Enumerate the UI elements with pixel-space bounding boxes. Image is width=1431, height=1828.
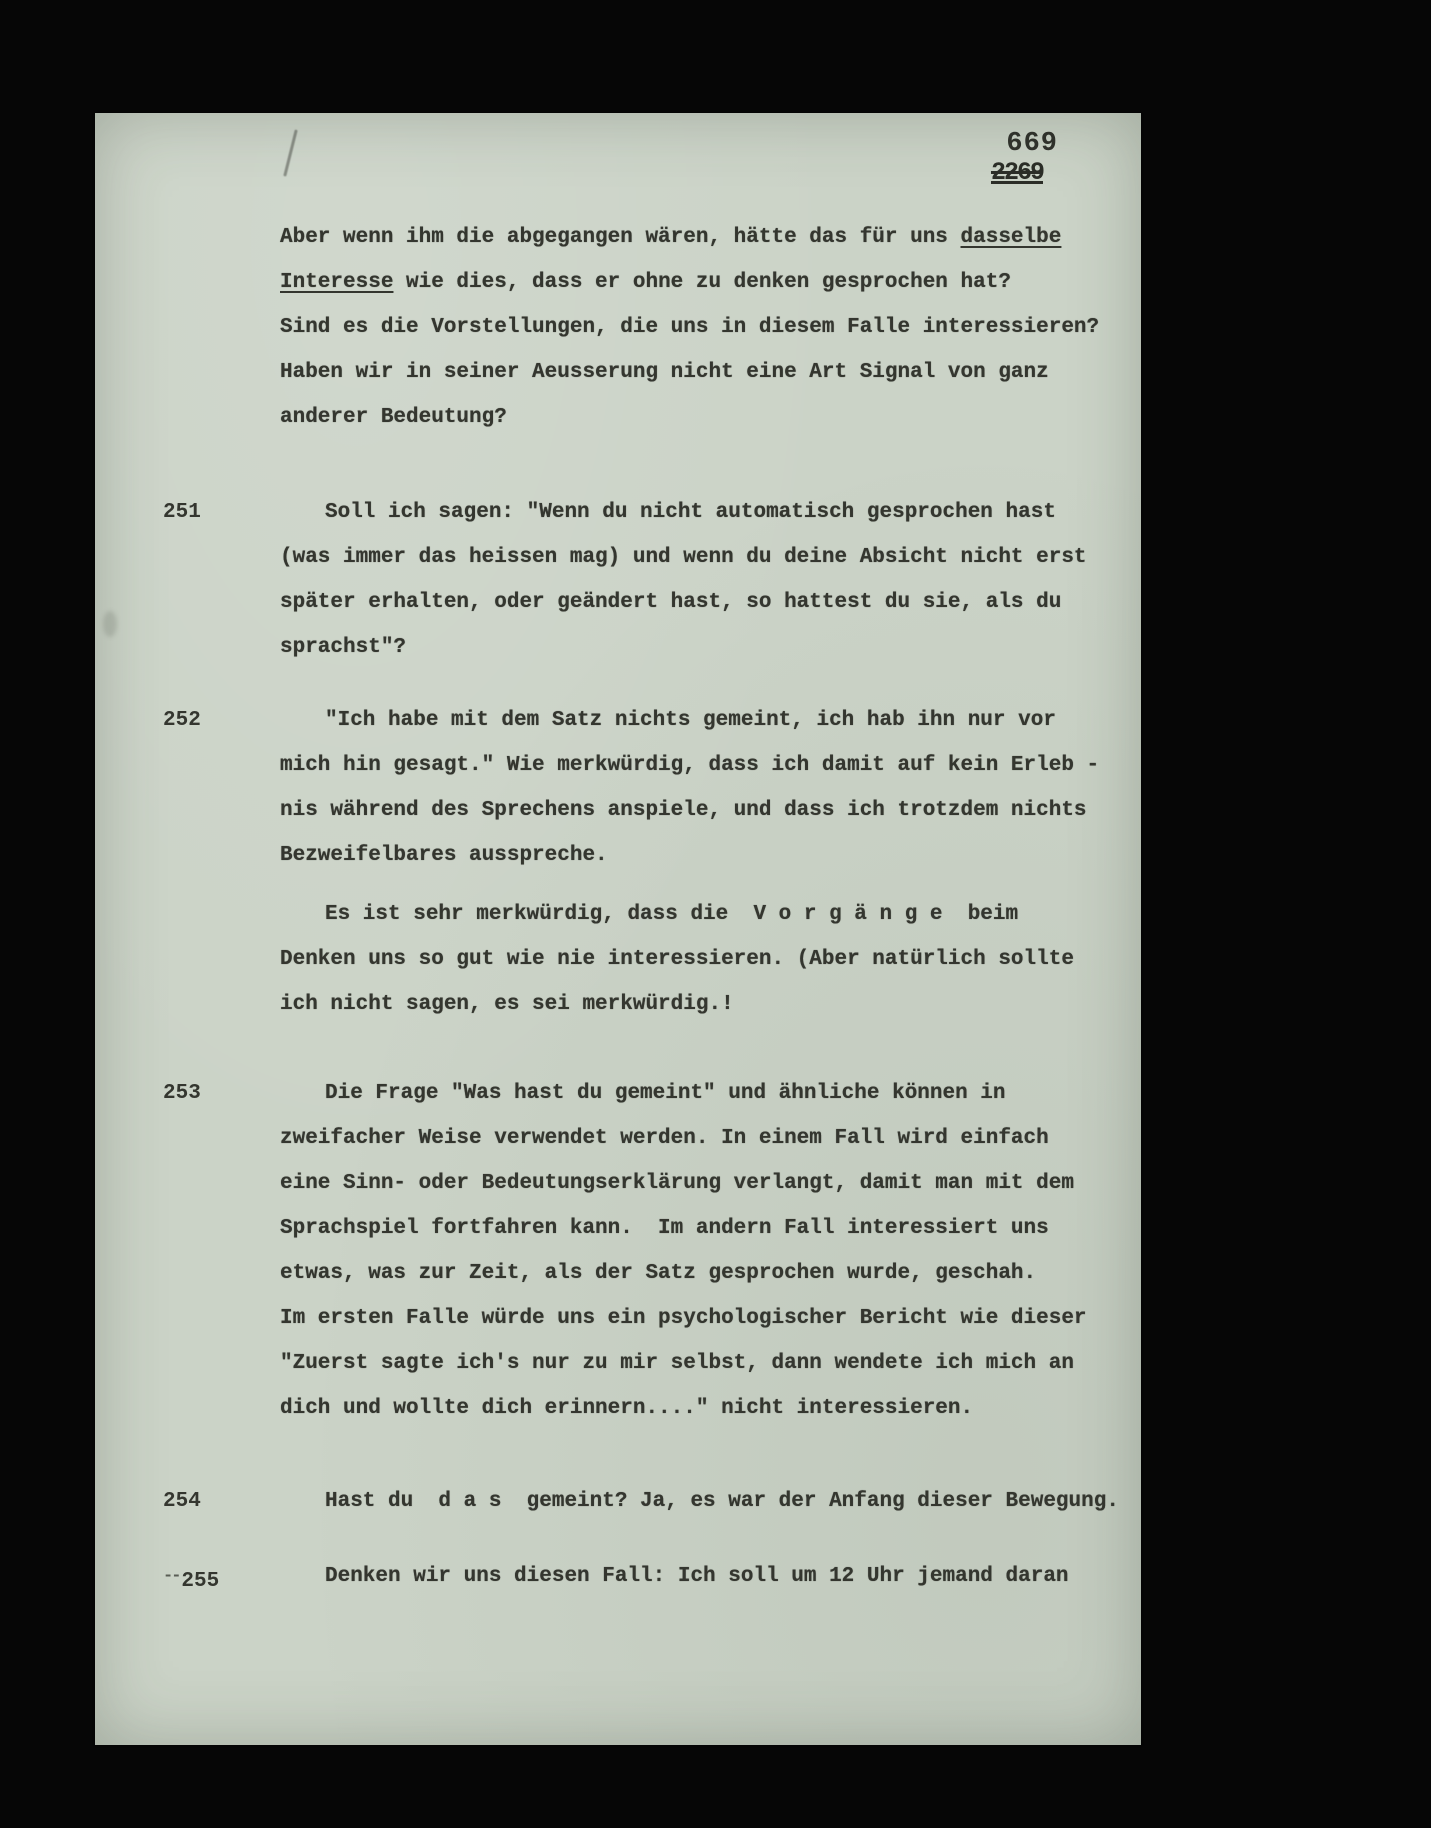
text-line (280, 1386, 1141, 1431)
section-body (280, 1479, 1141, 1524)
text-line (280, 698, 1141, 743)
text-line (280, 215, 1141, 260)
section-number (95, 698, 280, 743)
text-line (280, 1116, 1141, 1161)
text-line (280, 625, 1141, 670)
section-251 (95, 490, 1141, 670)
section-252 (95, 698, 1141, 878)
line-text: "Ich habe mit dem Satz nichts gemeint, ich hab ihn nur vor (325, 709, 1056, 732)
section-body (280, 490, 1141, 670)
line-text: Aber wenn ihm die abgegangen wären, hätte das für uns (280, 226, 961, 249)
section-number-text: 254 (163, 1490, 201, 1513)
section-number-text: 255 (181, 1570, 220, 1593)
line-text: Im ersten Falle würde uns ein psychologischer Bericht wie dieser (280, 1307, 1087, 1330)
text-line (280, 1296, 1141, 1341)
line-text: Sprachspiel fortfahren kann. Im andern Fall interessiert uns (280, 1217, 1049, 1240)
text-line (280, 982, 1141, 1027)
line-text: Es ist sehr merkwürdig, dass die V o r g ä n g e beim (325, 903, 1019, 926)
line-text: etwas, was zur Zeit, als der Satz gesprochen wurde, geschah. (280, 1262, 1037, 1285)
text-line (280, 395, 1141, 440)
line-text: Hast du d a s gemeint? Ja, es war der Anfang dieser Bewegung. (325, 1490, 1119, 1513)
text-line (280, 1161, 1141, 1206)
crossed-out-page-number: 2269 (990, 158, 1043, 187)
line-text: Bezweifelbares ausspreche. (280, 844, 608, 867)
section-body (280, 215, 1141, 440)
line-text: Denken uns so gut wie nie interessieren. (Aber natürlich sollte (280, 948, 1074, 971)
document-page (95, 113, 1141, 1745)
text-line (280, 580, 1141, 625)
underlined-text: Interesse (280, 271, 394, 294)
margin-smudge (103, 611, 117, 637)
section-number-text: 251 (163, 501, 201, 524)
typescript-text (95, 215, 1141, 1604)
page-number: 669 (1006, 129, 1058, 159)
text-line (280, 535, 1141, 580)
paragraph (95, 892, 1141, 1027)
line-text: anderer Bedeutung? (280, 406, 507, 429)
text-line (280, 1554, 1141, 1599)
text-line (280, 1341, 1141, 1386)
section-body (280, 892, 1141, 1027)
line-text: Soll ich sagen: "Wenn du nicht automatisch gesprochen hast (325, 501, 1056, 524)
line-text: Denken wir uns diesen Fall: Ich soll um 12 Uhr jemand daran (325, 1565, 1069, 1588)
line-text: "Zuerst sagte ich's nur zu mir selbst, dann wendete ich mich an (280, 1352, 1074, 1375)
line-text: mich hin gesagt." Wie merkwürdig, dass ich damit auf kein Erleb - (280, 754, 1100, 777)
text-line (280, 743, 1141, 788)
section-number-prefix: -- (163, 1567, 180, 1586)
section-number (95, 1554, 280, 1604)
line-text: sprachst"? (280, 636, 407, 659)
text-line (280, 490, 1141, 535)
line-text: nis während des Sprechens anspiele, und dass ich trotzdem nichts (280, 799, 1087, 822)
section-254 (95, 1479, 1141, 1524)
line-text: dich und wollte dich erinnern...." nicht interessieren. (280, 1397, 974, 1420)
text-line (280, 788, 1141, 833)
text-line (280, 260, 1141, 305)
section-body (280, 1554, 1141, 1599)
section-number (95, 1071, 280, 1116)
section-body (280, 698, 1141, 878)
text-line (280, 892, 1141, 937)
section-255 (95, 1554, 1141, 1604)
line-text: später erhalten, oder geändert hast, so hattest du sie, als du (280, 591, 1062, 614)
text-line (280, 350, 1141, 395)
page-header (95, 113, 1141, 187)
text-line (280, 833, 1141, 878)
line-text: (was immer das heissen mag) und wenn du deine Absicht nicht erst (280, 546, 1087, 569)
section-number (95, 490, 280, 535)
text-line (280, 1479, 1141, 1524)
line-text: wie dies, dass er ohne zu denken gesprochen hat? (393, 271, 1011, 294)
text-line (280, 305, 1141, 350)
line-text: ich nicht sagen, es sei merkwürdig.! (280, 993, 734, 1016)
section-body (280, 1071, 1141, 1431)
text-line (280, 937, 1141, 982)
line-text: Sind es die Vorstellungen, die uns in diesem Falle interessieren? (280, 316, 1100, 339)
text-line (280, 1251, 1141, 1296)
text-line (280, 1071, 1141, 1116)
text-line (280, 1206, 1141, 1251)
line-text: Haben wir in seiner Aeusserung nicht eine Art Signal von ganz (280, 361, 1049, 384)
line-text: zweifacher Weise verwendet werden. In einem Fall wird einfach (280, 1127, 1049, 1150)
underlined-text: dasselbe (960, 226, 1062, 249)
section-253 (95, 1071, 1141, 1431)
section-number (95, 1479, 280, 1524)
line-text: eine Sinn- oder Bedeutungserklärung verlangt, damit man mit dem (280, 1172, 1074, 1195)
line-text: Die Frage "Was hast du gemeint" und ähnliche können in (325, 1082, 1006, 1105)
paragraph (95, 215, 1141, 440)
section-number-text: 253 (163, 1082, 201, 1105)
section-number-text: 252 (163, 709, 201, 732)
